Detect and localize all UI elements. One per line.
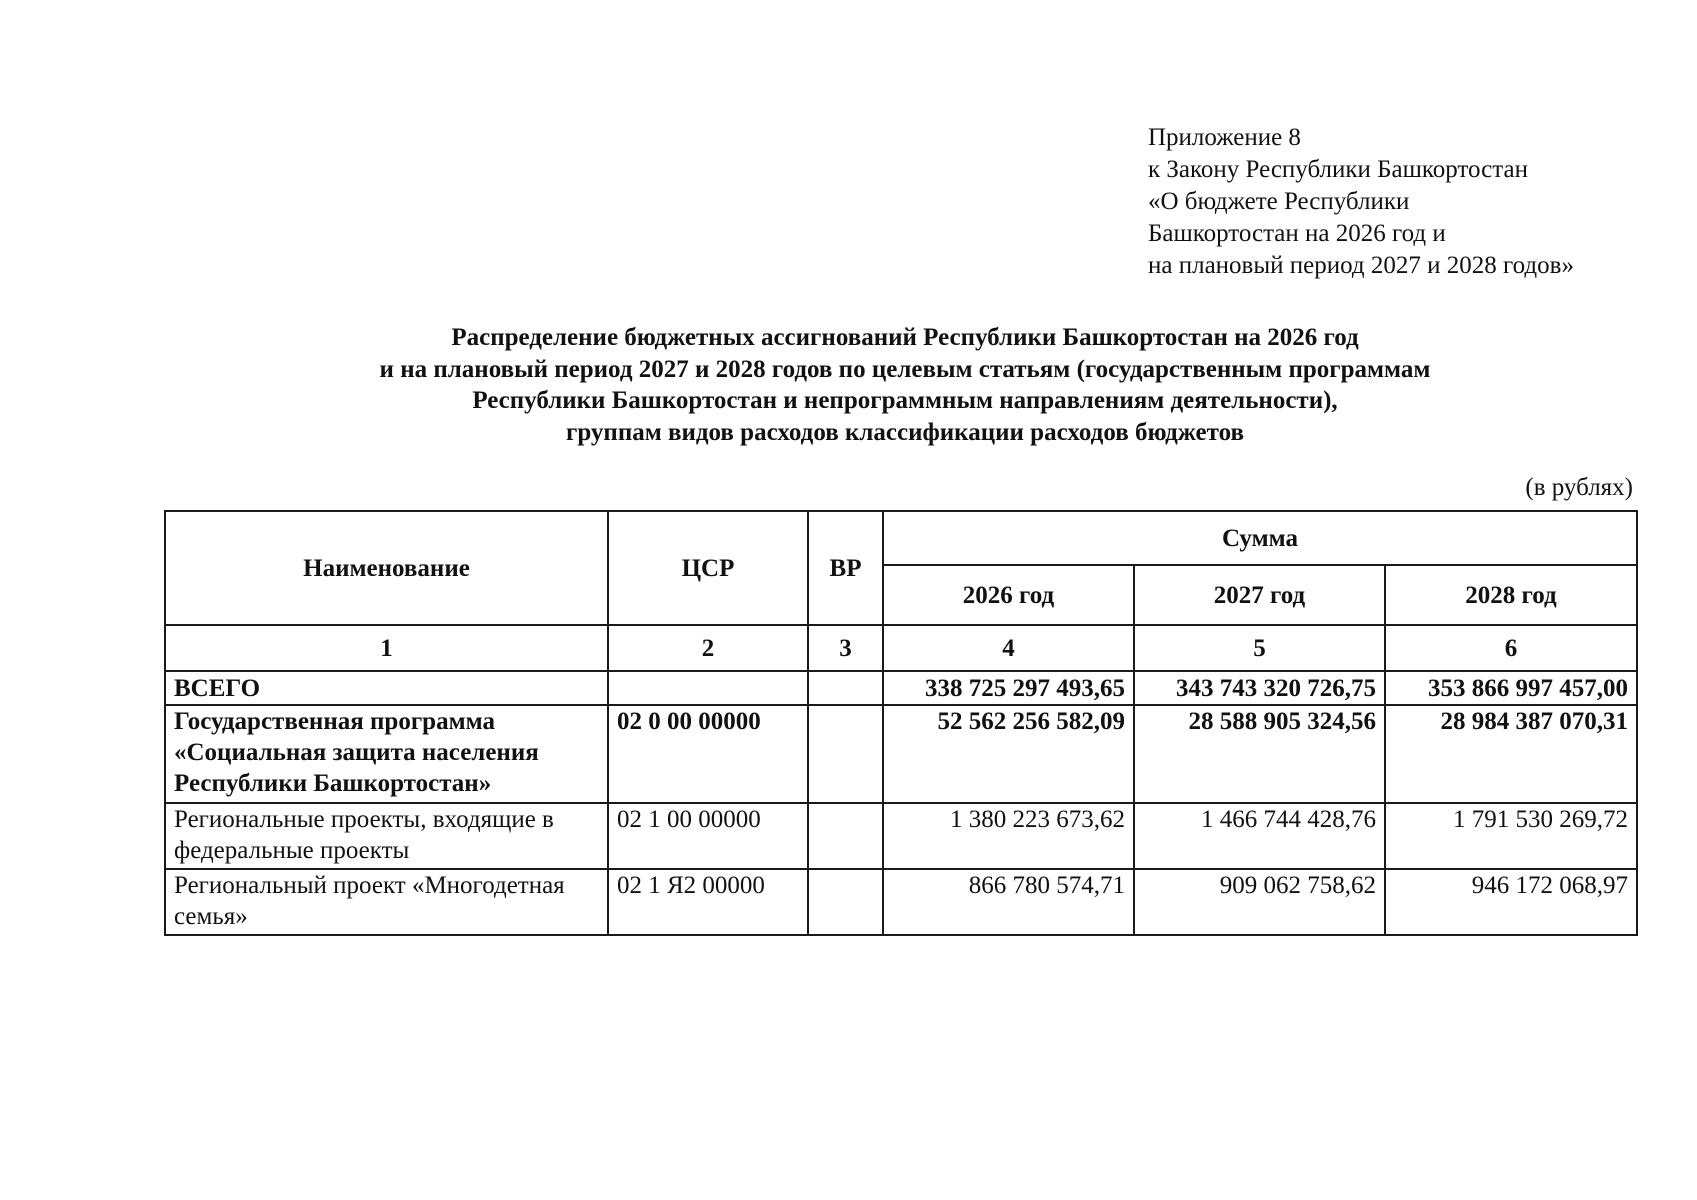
- appendix-line: Башкортостан на 2026 год и: [1148, 220, 1446, 247]
- row-csr: 02 1 00 00000: [608, 803, 808, 869]
- table-row-regional-projects: [165, 803, 1637, 869]
- header-csr: ЦСР: [608, 511, 808, 625]
- column-number: 6: [1385, 625, 1637, 671]
- row-amount-2028: 1 791 530 269,72: [1385, 803, 1637, 869]
- row-amount-2026: 866 780 574,71: [883, 869, 1134, 935]
- table-row-program: [165, 705, 1637, 803]
- row-amount-2028: 28 984 387 070,31: [1385, 705, 1637, 803]
- appendix-line: к Закону Республики Башкортостан: [1148, 156, 1528, 183]
- row-csr: [608, 671, 808, 705]
- row-amount-2026: 52 562 256 582,09: [883, 705, 1134, 803]
- row-vr: [808, 869, 883, 935]
- row-amount-2027: 28 588 905 324,56: [1134, 705, 1385, 803]
- header-vr: ВР: [808, 511, 883, 625]
- row-amount-2026: 338 725 297 493,65: [883, 671, 1134, 705]
- document-title: [170, 322, 1640, 448]
- header-row: [165, 511, 1637, 565]
- title-line: группам видов расходов классификации расходов бюджетов: [565, 418, 1244, 446]
- header-name: Наименование: [165, 511, 608, 625]
- appendix-line: на плановый период 2027 и 2028 годов»: [1148, 252, 1574, 279]
- title-line: Распределение бюджетных ассигнований Республики Башкортостан на 2026 год: [451, 324, 1359, 351]
- header-year-2027: 2027 год: [1134, 565, 1385, 625]
- row-vr: [808, 705, 883, 803]
- title-line: Республики Башкортостан и непрограммным направлениям деятельности),: [472, 387, 1338, 414]
- row-name: Региональные проекты, входящие в федеральные проекты: [165, 803, 608, 869]
- row-amount-2028: 946 172 068,97: [1385, 869, 1637, 935]
- row-amount-2027: 1 466 744 428,76: [1134, 803, 1385, 869]
- column-number: 2: [608, 625, 808, 671]
- appendix-line: «О бюджете Республики: [1148, 188, 1410, 215]
- row-amount-2027: 343 743 320 726,75: [1134, 671, 1385, 705]
- units-note: (в рублях): [1525, 474, 1633, 501]
- row-name: ВСЕГО: [165, 671, 608, 705]
- title-line: и на плановый период 2027 и 2028 годов по целевым статьям (государственным программам: [379, 355, 1431, 383]
- row-name: Региональный проект «Многодетная семья»: [165, 869, 608, 935]
- budget-table: [164, 510, 1638, 936]
- row-csr: 02 0 00 00000: [608, 705, 808, 803]
- column-number: 5: [1134, 625, 1385, 671]
- column-number: 1: [165, 625, 608, 671]
- row-amount-2027: 909 062 758,62: [1134, 869, 1385, 935]
- appendix-line: Приложение 8: [1148, 124, 1301, 151]
- row-amount-2028: 353 866 997 457,00: [1385, 671, 1637, 705]
- header-sum: Сумма: [883, 511, 1637, 565]
- header-year-2028: 2028 год: [1385, 565, 1637, 625]
- column-number: 3: [808, 625, 883, 671]
- column-number: 4: [883, 625, 1134, 671]
- row-vr: [808, 671, 883, 705]
- table-row-large-family-project: [165, 869, 1637, 935]
- row-vr: [808, 803, 883, 869]
- row-name: Государственная программа «Социальная защита населения Республики Башкортостан»: [165, 705, 608, 803]
- appendix-note: [1148, 122, 1668, 282]
- column-number-row: [165, 625, 1637, 671]
- row-amount-2026: 1 380 223 673,62: [883, 803, 1134, 869]
- header-year-2026: 2026 год: [883, 565, 1134, 625]
- row-csr: 02 1 Я2 00000: [608, 869, 808, 935]
- table-row-total: [165, 671, 1637, 705]
